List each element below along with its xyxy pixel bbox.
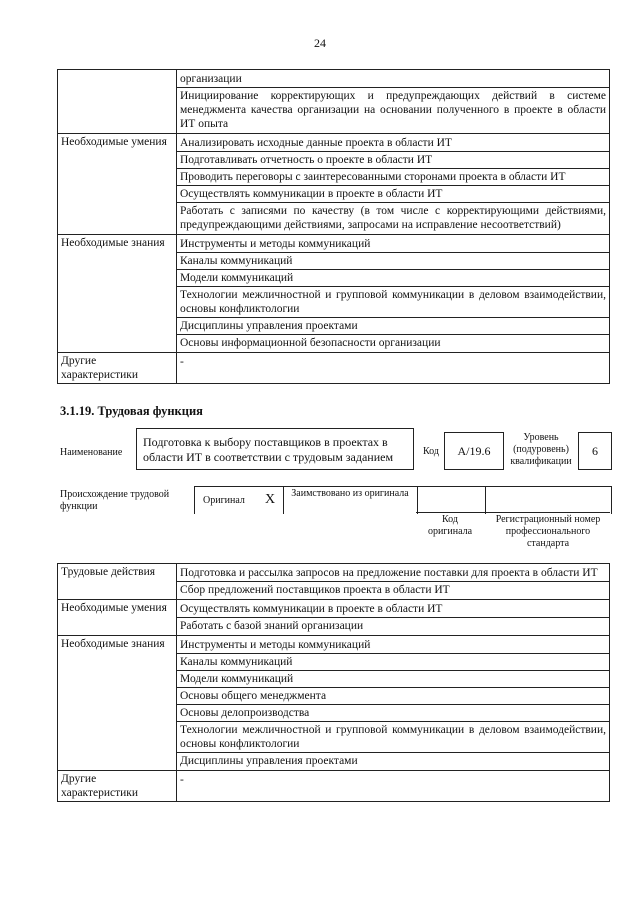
list-item: - <box>180 356 184 368</box>
reg-caption: Регистрационный номер профессионального стандарта <box>495 514 601 549</box>
table-row <box>58 564 610 600</box>
origin-boxes <box>194 486 612 514</box>
table-row <box>58 134 610 235</box>
list-item: Инициирование корректирующих и предупреждающих действий в системе менеджмента качества организации на основании полученного в проекте в области ИТ опыта <box>180 90 606 130</box>
function-name-value: Подготовка к выбору поставщиков в проектах в области ИТ в соответствии с трудовым заданием <box>143 435 394 464</box>
row-label: Трудовые действия <box>58 564 177 600</box>
row-label: Необходимые умения <box>58 134 177 235</box>
list-item: Анализировать исходные данные проекта в области ИТ <box>177 135 609 152</box>
row-items <box>177 134 610 235</box>
table-row <box>58 636 610 771</box>
table-row <box>58 235 610 353</box>
row-items <box>177 353 610 384</box>
list-item: Дисциплины управления проектами <box>180 755 358 767</box>
code-label: Код <box>423 446 439 457</box>
name-label: Наименование <box>60 447 123 458</box>
list-item: Осуществлять коммуникации в проекте в области ИТ <box>177 186 609 203</box>
level-value: 6 <box>592 444 598 458</box>
row-label: Необходимые умения <box>58 600 177 636</box>
row-items <box>177 235 610 353</box>
row-items <box>177 70 610 134</box>
row-items <box>177 771 610 802</box>
list-item: Осуществлять коммуникации в проекте в области ИТ <box>177 601 609 618</box>
list-item: Проводить переговоры с заинтересованными сторонами проекта в области ИТ <box>177 169 609 186</box>
list-item: Сбор предложений поставщиков проекта в области ИТ <box>180 584 450 596</box>
list-item: Технологии межличностной и групповой коммуникации в деловом взаимодействии, основы конфликтологии <box>177 287 609 318</box>
level-box <box>578 432 612 470</box>
original-label: Оригинал <box>203 495 245 506</box>
list-item: Каналы коммуникаций <box>177 654 609 671</box>
list-item: организации <box>177 71 609 88</box>
list-item: Технологии межличностной и групповой коммуникации в деловом взаимодействии, основы конфликтологии <box>177 722 609 753</box>
table-row <box>58 353 610 384</box>
row-label <box>58 70 177 134</box>
list-item: Основы делопроизводства <box>177 705 609 722</box>
row-label: Необходимые знания <box>58 235 177 353</box>
row-label: Необходимые знания <box>58 636 177 771</box>
list-item: Каналы коммуникаций <box>177 253 609 270</box>
list-item: Работать с записями по качеству (в том числе с корректирующими действиями, предупреждающими действиями, запросами на исправление несоответствий) <box>180 205 606 231</box>
divider <box>417 487 418 514</box>
code-box <box>444 432 504 470</box>
function-name-box <box>136 428 414 470</box>
table-row <box>58 771 610 802</box>
list-item: Работать с базой знаний организации <box>180 620 364 632</box>
list-item: Инструменты и методы коммуникаций <box>177 236 609 253</box>
requirements-table-2 <box>57 563 610 802</box>
divider <box>283 487 284 514</box>
row-items <box>177 564 610 600</box>
row-items <box>177 636 610 771</box>
list-item: - <box>180 774 184 786</box>
row-items <box>177 600 610 636</box>
code-caption: Код оригинала <box>427 514 473 537</box>
list-item: Основы общего менеджмента <box>177 688 609 705</box>
requirements-table-1 <box>57 69 610 384</box>
section-heading: 3.1.19. Трудовая функция <box>60 404 203 418</box>
code-value: A/19.6 <box>457 444 491 458</box>
level-label: Уровень (подуровень) квалификации <box>510 432 572 467</box>
origin-underline <box>416 512 610 513</box>
divider <box>485 487 486 514</box>
row-label: Другие характеристики <box>58 771 177 802</box>
page-number: 24 <box>314 36 326 50</box>
list-item: Инструменты и методы коммуникаций <box>177 637 609 654</box>
list-item: Подготовка и рассылка запросов на предложение поставки для проекта в области ИТ <box>177 565 609 582</box>
list-item: Подготавливать отчетность о проекте в области ИТ <box>177 152 609 169</box>
origin-label: Происхождение трудовой функции <box>60 489 170 512</box>
list-item: Модели коммуникаций <box>177 671 609 688</box>
borrowed-label: Заимствовано из оригинала <box>291 488 409 499</box>
table-row <box>58 70 610 134</box>
list-item: Дисциплины управления проектами <box>177 318 609 335</box>
original-mark: X <box>265 492 276 507</box>
row-label: Другие характеристики <box>58 353 177 384</box>
table-row <box>58 600 610 636</box>
list-item: Модели коммуникаций <box>177 270 609 287</box>
list-item: Основы информационной безопасности организации <box>180 337 441 349</box>
